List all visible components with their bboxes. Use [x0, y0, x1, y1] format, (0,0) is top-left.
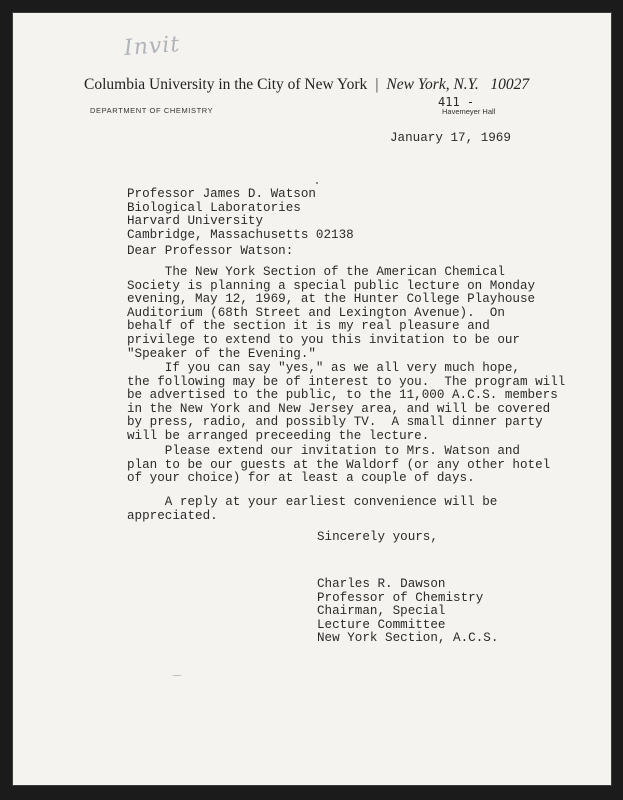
body-paragraph-1: The New York Section of the American Chemical Society is planning a special public lecture on Monday evening, May 12, 1969, at the Hunter College Playhouse Auditorium (68th Street and Lexington Avenue). On behalf of the section it is my real pleasure and privilege to extend to you this invitation to be our "Speaker of the Evening." — [127, 265, 536, 361]
body-paragraph-4: A reply at your earliest convenience will be appreciated. — [127, 495, 498, 523]
body-paragraph-3: Please extend our invitation to Mrs. Watson and plan to be our guests at the Waldorf (or any other hotel of your choice) for at least a couple of days. — [127, 444, 551, 486]
letterhead-location: New York, N.Y. — [386, 76, 479, 93]
letter-date: January 17, 1969 — [390, 131, 511, 145]
letterhead-divider: | — [375, 76, 379, 93]
body-paragraph-2: If you can say "yes," as we all very much hope, the following may be of interest to you. The program will be advertised to the public, to the 11,000 A.C.S. members in the New York and New Jersey area, and will be covered by press, radio, and possibly TV. A small dinner party will be arranged preceeding the lecture. — [127, 361, 566, 443]
letterhead-zip: 10027 — [490, 76, 530, 93]
paper-speck — [316, 182, 318, 184]
paper-mark — [172, 675, 182, 676]
salutation: Dear Professor Watson: — [127, 244, 294, 258]
letterhead-institution: Columbia University in the City of New York — [84, 76, 368, 93]
signature-block: Charles R. Dawson Professor of Chemistry Chairman, Special Lecture Committee New York Section, A.C.S. — [317, 577, 499, 646]
letterhead — [84, 76, 529, 94]
closing: Sincerely yours, — [317, 530, 438, 544]
room-number: 411 - — [438, 95, 475, 109]
letter-page — [12, 12, 612, 786]
handwritten-note: Invit — [123, 32, 181, 61]
department-name: DEPARTMENT OF CHEMISTRY — [90, 106, 214, 115]
building-name: Havemeyer Hall — [442, 107, 496, 116]
recipient-address: Professor James D. Watson Biological Laboratories Harvard University Cambridge, Massachusetts 02138 — [127, 187, 354, 242]
